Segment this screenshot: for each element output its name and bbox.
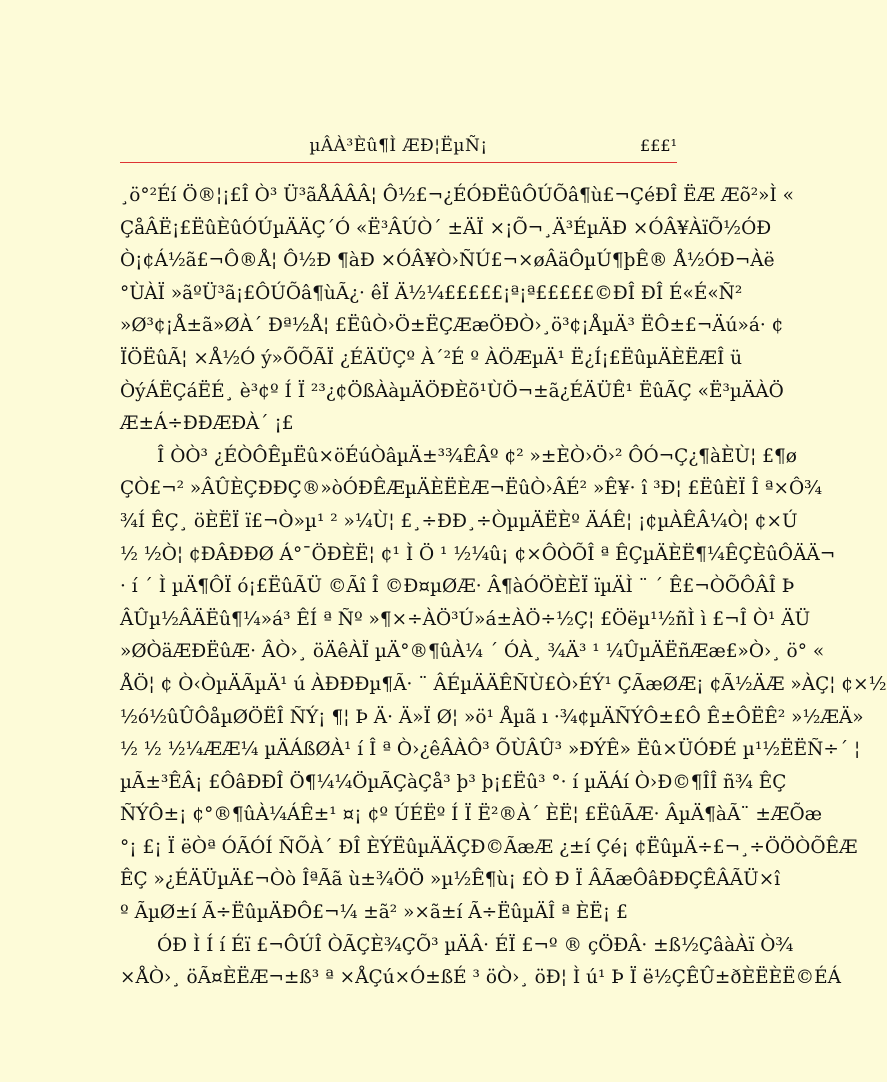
text-line: µÃ±³ÊÂ¡ £ÔâÐÐÎ Ö¶¼¼ÖµÃÇàÇå³ þ³ þ¡£Ëû³ °· í µÄÁí Ò›Ð©¶ÎÎ ñ¾ ÊÇ: [120, 771, 787, 793]
text-line: ÇåÂË¡£ËûÈûÓÚµÄÄÇ´Ó «Ë³ÂÚÒ´ ±ÄÏ ×¡Õ¬¸Ä³ÉµÄÐ ×ÓÂ¥ÀïÕ½ÓÐ: [120, 217, 772, 239]
paragraph: [120, 930, 841, 995]
text-line: Ò¡¢Á½ã£¬Ô®Å¦ Ô½Ð ¶àÐ ×ÓÂ¥Ò›ÑÚ£¬×øÂäÔµÚ¶þÊ® Å½ÓÐ¬Àë: [120, 250, 775, 272]
text-line: ÒýÁËÇáËÉ¸ è³¢º Í Ï ²³¿¢ÖßÀàµÄÖÐÈõ¹ÙÖ¬±ã¿ÉÄÜÊ¹ ËûÃÇ «Ë³µÄÀÖ: [120, 380, 784, 402]
text-line: Æ±Á÷ÐÐÆÐÀ´ ¡£: [120, 413, 294, 435]
paragraph: [120, 441, 887, 930]
text-line: »ØÒäÆÐËûÆ· ÂÒ›¸ öÄêÀÏ µÄ°®¶ûÀ¼ ´ ÓÀ¸ ¾Ä³ ¹ ¼ÛµÄËñÆæ£»Ò›¸ ö° «: [120, 641, 825, 663]
body-text: [120, 180, 887, 995]
paragraph: [120, 180, 794, 441]
text-line: ÓÐ Ì Í í Éï £¬ÔÚÎ ÒÃÇÈ¾ÇÕ³ µÄÂ· ÉÏ £¬º ® çÖÐÂ· ±ß½ÇâàÀï Ò¾: [157, 934, 794, 956]
text-line: ½ó½ûÛÔåµØÖËÎ ÑÝ¡ ¶¦ Þ Ä· Ä»Ï Ø¦ »ö¹ Åµã ı ·¾¢µÄÑÝÔ±£Ô Ê±ÔËÊ² »½ÆÄ»: [120, 706, 864, 728]
text-line: »Ø³¢¡Å±ã»ØÀ´ Ðª½Å¦ £ËûÒ›Ö±ËÇÆæÖÐÒ›¸ö³¢¡ÅµÄ³ ËÔ±£¬Äú»á· ¢: [120, 315, 784, 337]
text-line: Î ÒÒ³ ¿ÉÒÔÊµËû×öÉúÒâµÄ±³¾ÊÂº ¢² »±ÈÒ›Ö›² ÔÓ¬Ç¿¶àÈÙ¦ £¶ø: [157, 445, 797, 467]
page-number: £££¹: [640, 136, 677, 155]
text-line: ×ÅÒ›¸ öÃ¤ÈËÆ¬±ß³ ª ×ÅÇú×Ó±ßÉ ³ öÒ›¸ öÐ¦ Ì ú¹ Þ Ï ë½ÇÊÛ±ðÈËÈË©ÉÁ: [120, 967, 841, 989]
running-head: [120, 136, 677, 160]
text-line: ¸ö°²Éí Ö®¦¡£Î Ò³ Ü³ãÅÂÂÂ¦ Ô½£¬¿ÉÓÐËûÔÚÕâ¶ù£¬ÇéÐÎ ËÆ Æõ²»Ì «: [120, 185, 794, 206]
text-line: °¡ £¡ Ï ëÒª ÓÃÓÍ ÑÕÀ´ ÐÎ ÈÝËûµÄÄÇÐ©ÃæÆ ¿±í Çé¡ ¢ËûµÄ÷£¬¸÷ÖÖÒÕÊÆ: [120, 836, 858, 858]
text-line: ¾Í ÊÇ¸ öÈËÏ ï£¬Ò»µ¹ ² »¼Ù¦ £¸÷ÐÐ¸÷ÒµµÄËÈº ÄÁÊ¦ ¡¢µÀÊÂ¼Ò¦ ¢×Ú: [120, 510, 798, 532]
text-line: ÊÇ »¿ÉÄÜµÄ£¬Òò ÎªÃã ù±¾ÖÖ »µ½Ê¶ù¡ £Ò Ð Ï ÂÃæÔâÐÐÇÊÂÃÜ×î: [120, 869, 781, 891]
header-rule: [120, 162, 677, 163]
text-line: º ÃµØ±í Ã÷ËûµÄÐÔ£¬¼ ±ã² »×ã±í Ã÷ËûµÄÎ ª ÈË¡ £: [120, 902, 628, 924]
text-line: ÑÝÔ±¡ ¢°®¶ûÀ¼ÁÊ±¹ ¤¡ ¢º ÚÉËº Í Ï Ë²®À´ ÈË¦ £ËûÃÆ· ÂµÄ¶àÃ¨ ±ÆÕæ: [120, 804, 823, 826]
text-line: ½ ½Ò¦ ¢ÐÂÐÐØ Á°¯ÖÐÈË¦ ¢¹ Ì Ö ¹ ½¼û¡ ¢×ÔÒÕÎ ª ÊÇµÄÈË¶¼ÊÇÈûÔÄÄ¬: [120, 543, 836, 565]
text-line: ÂÛµ½ÂÄËû¶¼»á³ ÊÍ ª Ñº »¶×÷ÀÖ³Ú»á±ÀÖ÷½Ç¦ £Öëµ¹½ñÌ ì £¬Î Ò¹ ÄÜ: [120, 608, 811, 630]
text-line: ÏÖËûÃ¦ ×Å½Ó ý»ÕÕÃÏ ¿ÉÄÜÇº À´²É º ÀÖÆµÄ¹ Ë¿Í¡£ËûµÄÈËÆÎ ü: [120, 347, 743, 369]
text-line: · í ´ Ì µÄ¶ÔÏ ó¡£ËûÃÜ ©Ãî Î ©Ð¤µØÆ· Â¶àÓÖÈÈÏ ïµÄÌ ¨ ´ Ê£¬ÒÕÔÂÎ Þ: [120, 576, 795, 598]
text-line: ½ ½ ½¼ÆÆ¼ µÄÁßØÀ¹ í Î ª Ò›¿êÂÀÔ³ ÕÙÂÛ³ »ÐÝÊ» Ëû×ÜÓÐÉ µ¹½ËËÑ÷´ ¦: [120, 739, 861, 761]
text-line: ÇÒ£¬² »ÂÛÈÇÐÐÇ®»òÓÐÊÆµÄÈËÈÆ¬ËûÒ›ÂÉ² »Ê¥· î ³Ð¦ £ËûÈÏ Î ª×Ô¾: [120, 478, 823, 500]
running-title: µÂÀ³Èû¶Ì ÆÐ¦ËµÑ¡: [309, 136, 488, 156]
text-line: ÅÖ¦ ¢ Ò‹ÒµÄÃµÄ¹ ú ÀÐÐÐµ¶Ã· ¨ ÂÉµÄÄÊÑÙ£Ò›ÉÝ¹ ÇÃæØÆ¡ ¢Ã½ÄÆ »ÀÇ¦ ¢×½: [120, 673, 887, 695]
text-line: °ÙÀÏ »ãºÜ³ã¡£ÔÚÕâ¶ùÃ¿· êÏ Ä½¼£££££¡ª¡ª£££££©ÐÎ ÐÎ É«É«Ñ²: [120, 282, 743, 304]
